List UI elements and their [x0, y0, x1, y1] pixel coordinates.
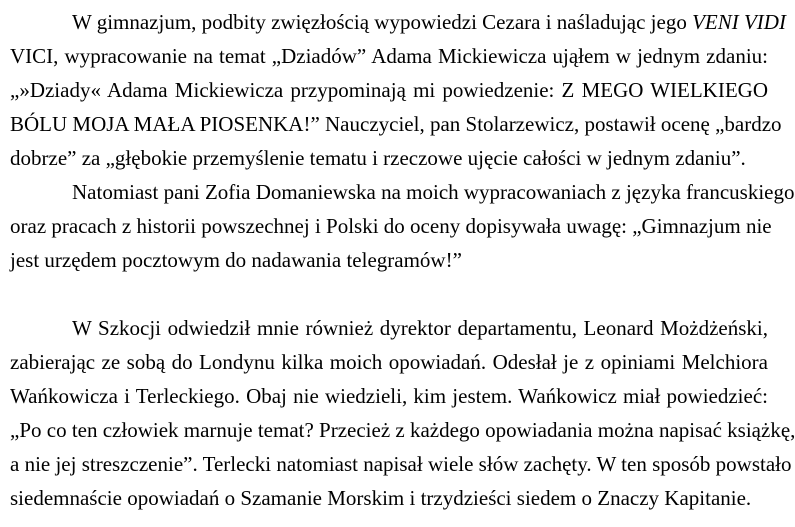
- text-run: W gimnazjum, podbity zwięzłością wypowiedzi Cezara i naśladując jego: [72, 10, 693, 34]
- text-run: zabierając ze sobą do Londynu kilka moich opowiadań. Odesłał je z opiniami Melchiora: [10, 350, 768, 374]
- text-run: dobrze” za „głębokie przemyślenie tematu i rzeczowe ujęcie całości w jednym zdaniu”.: [10, 146, 746, 170]
- text-run: a nie jej streszczenie”. Terlecki natomiast napisał wiele słów zachęty. W ten sposób powstało: [10, 452, 792, 476]
- text-run: „»Dziady« Adama Mickiewicza przypominają mi powiedzenie: Z MEGO WIELKIEGO: [10, 78, 768, 102]
- italic-text: VENI VIDI: [692, 10, 786, 34]
- text-line: [10, 73, 768, 107]
- text-line: [10, 413, 795, 447]
- text-line: [10, 209, 772, 243]
- text-line: [72, 175, 795, 209]
- text-line: [10, 39, 768, 73]
- text-line: [10, 379, 768, 413]
- text-run: BÓLU MOJA MAŁA PIOSENKA!” Nauczyciel, pan Stolarzewicz, postawił ocenę „bardzo: [10, 112, 782, 136]
- text-run: Natomiast pani Zofia Domaniewska na moich wypracowaniach z języka francuskiego: [72, 180, 795, 204]
- text-run: Wańkowicza i Terleckiego. Obaj nie wiedzieli, kim jestem. Wańkowicz miał powiedzieć:: [10, 384, 768, 408]
- text-run: VICI, wypracowanie na temat „Dziadów” Adama Mickiewicza ująłem w jednym zdaniu:: [10, 44, 768, 68]
- text-line: [72, 311, 768, 345]
- text-line: [10, 141, 768, 175]
- text-run: „Po co ten człowiek marnuje temat? Przecież z każdego opowiadania można napisać książkę,: [10, 418, 795, 442]
- text-line: [10, 481, 768, 515]
- text-run: W Szkocji odwiedził mnie również dyrektor departamentu, Leonard Możdżeński,: [72, 316, 768, 340]
- text-line: [10, 107, 782, 141]
- text-line: [10, 447, 792, 481]
- text-line: [72, 5, 786, 39]
- text-line: [10, 243, 768, 277]
- text-run: siedemnaście opowiadań o Szamanie Morskim i trzydzieści siedem o Znaczy Kapitanie.: [10, 486, 752, 510]
- text-run: oraz pracach z historii powszechnej i Polski do oceny dopisywała uwagę: „Gimnazjum nie: [10, 214, 772, 238]
- text-run: jest urzędem pocztowym do nadawania telegramów!”: [10, 248, 462, 272]
- text-line: [10, 345, 768, 379]
